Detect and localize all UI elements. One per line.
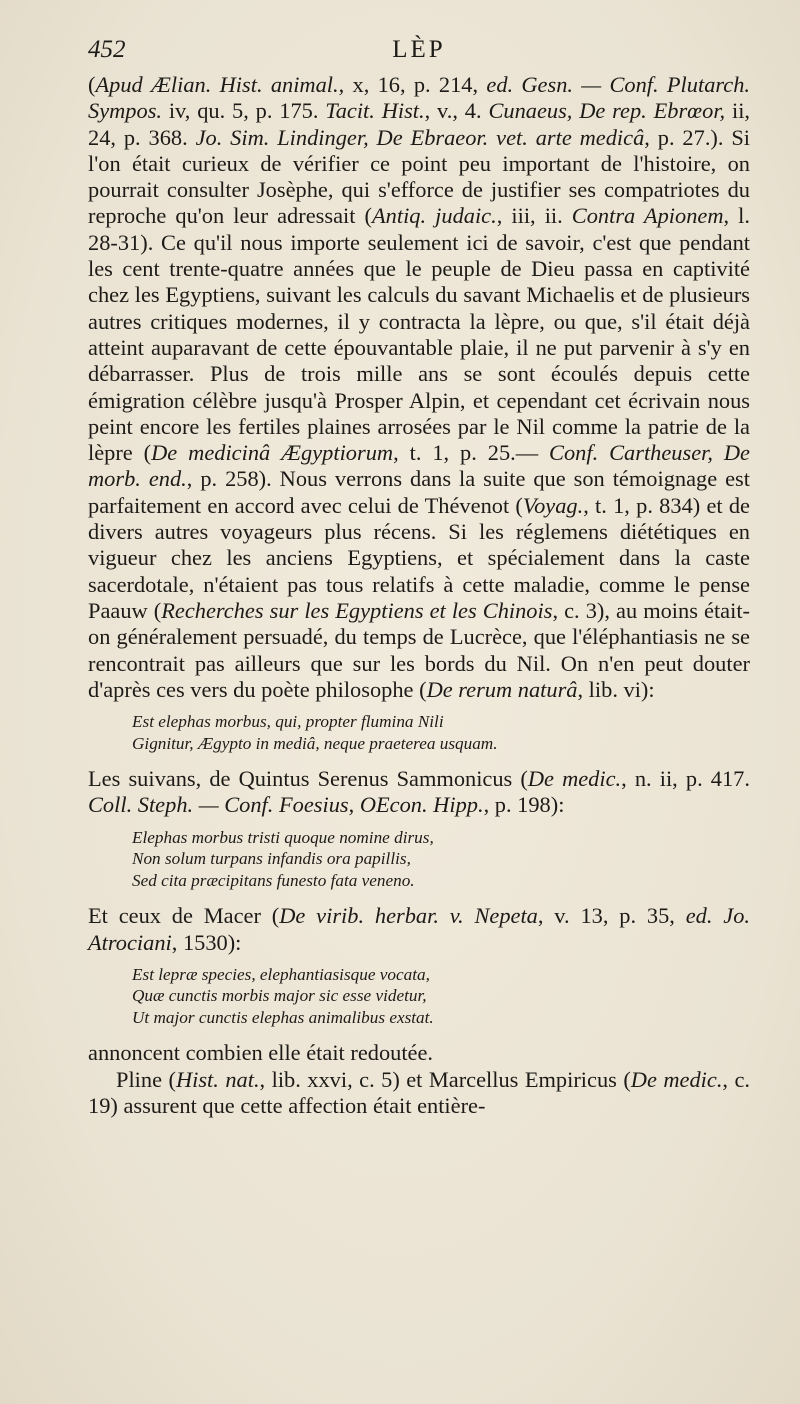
verse-line: Gignitur, Ægypto in mediâ, neque praeterea usquam.	[132, 733, 498, 753]
verse-line: Quæ cunctis morbis major sic esse videtur,	[132, 986, 427, 1006]
verse-line: Est elephas morbus, qui, propter flumina Nili	[132, 712, 444, 732]
verse-line: Elephas morbus tristi quoque nomine dirus,	[132, 827, 434, 847]
verse-serenus	[88, 827, 750, 892]
paragraph-macer: Et ceux de Macer (De virib. herbar. v. Nepeta, v. 13, p. 35, ed. Jo. Atrociani, 1530):	[88, 903, 751, 955]
paragraph-pline: Pline (Hist. nat., lib. xxvi, c. 5) et Marcellus Empiricus (De medic., c. 19) assurent que cette affection était entière-	[88, 1066, 751, 1118]
page-header	[88, 36, 750, 70]
verse-line: Non solum turpans infandis ora papillis,	[132, 849, 411, 869]
paragraph-serenus: Les suivans, de Quintus Serenus Sammonicus (De medic., n. ii, p. 417. Coll. Steph. — Conf. Foesius, OEcon. Hipp., p. 198):	[88, 766, 750, 818]
verse-macer	[88, 964, 750, 1029]
verse-lucretius	[88, 711, 750, 754]
paragraph-citations: (Apud Ælian. Hist. animal., x, 16, p. 214, ed. Gesn. — Conf. Plutarch. Sympos. iv, qu. 5, p. 175. Tacit. Hist., v., 4. Cunaeus, De rep. Ebrœor, ii, 24, p. 368. Jo. Sim. Lindinger, De Ebraeor. vet. arte medicâ, p. 27.). Si l'on était curieux de vérifier ce point peu important de l'histoire, on pourrait consulter Josèphe, qui s'efforce de justifier ses compatriotes du reproche qu'on leur adressait (Antiq. judaic., iii, ii. Contra Apionem, l. 28-31). Ce qu'il nous importe seulement ici de savoir, c'est que pendant les cent trente-quatre années que le peuple de Dieu passa en captivité chez les Egyptiens, suivant les calculs du savant Michaelis et de plusieurs autres critiques modernes, il y contracta la lèpre, ou que, s'il était déjà atteint auparavant de cette épouvantable plaie, il ne put parvenir à s'y en débarrasser. Plus de trois mille ans se sont écoulés depuis cette émigration célèbre jusqu'à Prosper Alpin, et cependant cet écrivain nous peint encore les fertiles plaines arrosées par le Nil comme la patrie de la lèpre (De medicinâ Ægyptiorum, t. 1, p. 25.— Conf. Cartheuser, De morb. end., p. 258). Nous verrons dans la suite que son témoignage est parfaitement en accord avec celui de Thévenot (Voyag., t. 1, p. 834) et de divers autres voyageurs plus récens. Si les réglemens diététiques en vigueur chez les anciens Egyptiens, et spécialement dans la caste sacerdotale, n'étaient pas tous relatifs à cette maladie, comme le pense Paauw (Recherches sur les Egyptiens et les Chinois, c. 3), au moins était-on généralement persuadé, du temps de Lucrèce, que l'éléphantiasis ne se rencontrait pas ailleurs que sur les bords du Nil. On n'en peut douter d'après ces vers du poète philosophe (De rerum naturâ, lib. vi):	[88, 72, 751, 702]
running-head: LÈP	[392, 36, 446, 63]
verse-line: Sed cita præcipitans funesto fata veneno.	[132, 870, 415, 890]
paragraph-conclusion: annoncent combien elle était redoutée.	[88, 1040, 434, 1066]
body-text	[88, 72, 750, 1119]
verse-line: Ut major cunctis elephas animalibus exstat.	[132, 1007, 434, 1027]
page-number: 452	[88, 36, 126, 63]
verse-line: Est lepræ species, elephantiasisque vocata,	[132, 964, 430, 984]
